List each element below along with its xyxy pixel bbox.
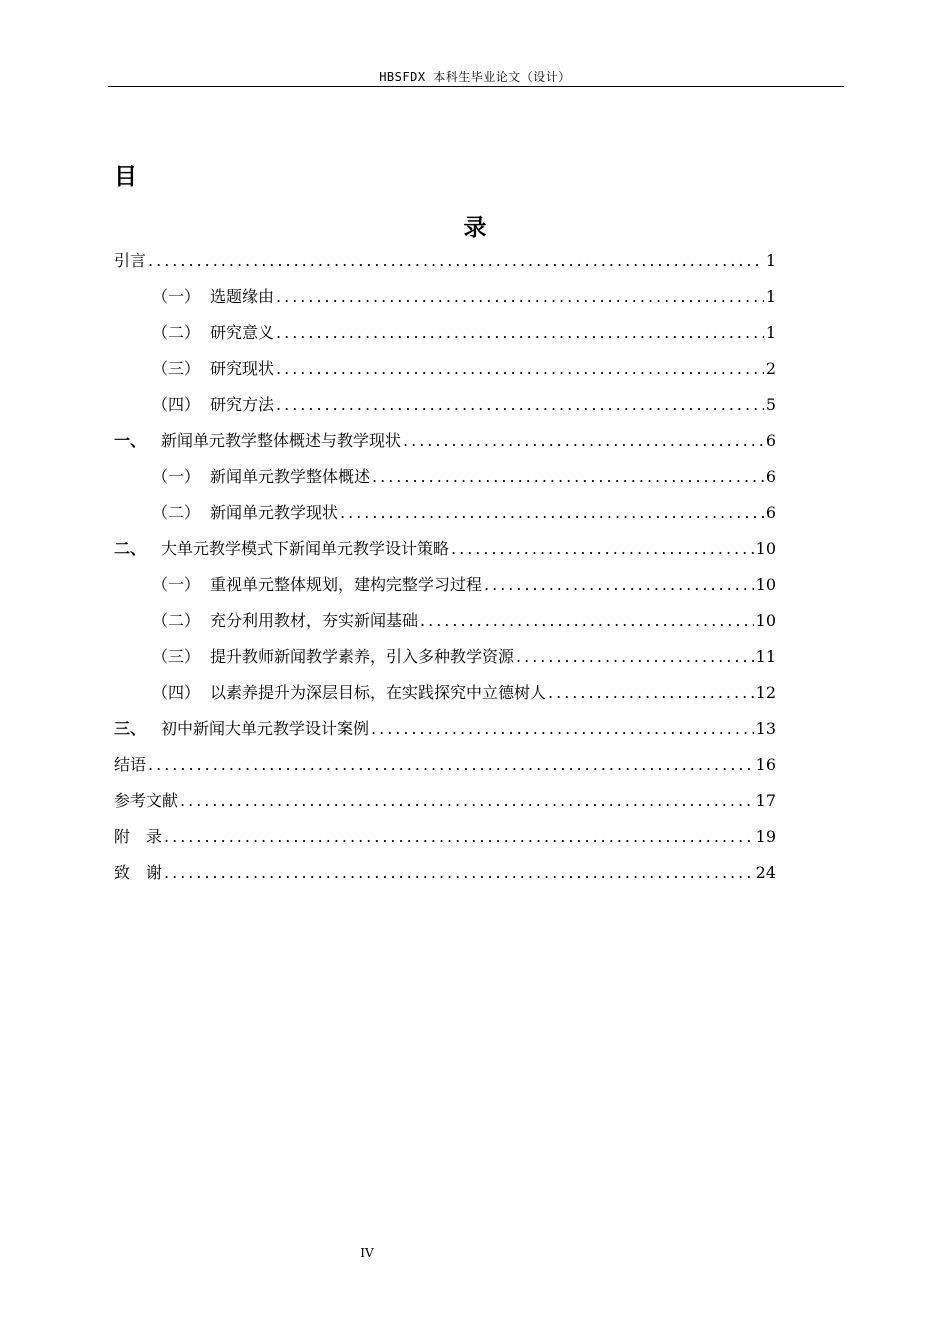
toc-entry-title: 结语	[114, 755, 147, 774]
toc-leader-dots	[276, 323, 764, 342]
toc-entry-title: 充分利用教材，夯实新闻基础	[210, 611, 419, 630]
toc-entry-page: 5	[765, 395, 776, 414]
toc-entry[interactable]	[114, 428, 776, 464]
toc-entry-title: 大单元教学模式下新闻单元教学设计策略	[161, 539, 450, 558]
toc-leader-dots	[548, 683, 754, 702]
toc-entry-title: 新闻单元教学整体概述与教学现状	[161, 431, 402, 450]
toc-entry[interactable]	[114, 608, 776, 644]
page-number: IV	[360, 1246, 374, 1260]
toc-entry-title: 研究现状	[210, 359, 275, 378]
toc-entry-number: （一）	[152, 287, 201, 306]
toc-entry-title: 选题缘由	[210, 287, 275, 306]
toc-entry-title: 新闻单元教学整体概述	[210, 467, 371, 486]
toc-leader-dots	[484, 575, 754, 594]
toc-leader-dots	[516, 647, 754, 666]
toc-entry[interactable]	[114, 320, 776, 356]
toc-title-part1: 目	[114, 164, 137, 190]
toc-entry-page: 17	[755, 791, 776, 810]
toc-entry-title: 初中新闻大单元教学设计案例	[161, 719, 370, 738]
toc-entry-number: （二）	[152, 611, 201, 630]
toc-entry-title: 研究方法	[210, 395, 275, 414]
toc-entry-number: （二）	[152, 323, 201, 342]
toc-entry-number: （四）	[152, 683, 201, 702]
toc-leader-dots	[451, 539, 754, 558]
toc-entry-page: 19	[755, 827, 776, 846]
toc-entry[interactable]	[114, 716, 776, 752]
toc-entry-title: 附 录	[114, 827, 163, 846]
toc-leader-dots	[148, 251, 764, 270]
toc-entry[interactable]	[114, 356, 776, 392]
toc-title-part2: 录	[463, 215, 487, 241]
toc-entry[interactable]	[114, 536, 776, 572]
toc-entry-page: 12	[755, 683, 776, 702]
toc-entry-number: （二）	[152, 503, 201, 522]
table-of-contents	[114, 248, 776, 896]
toc-entry[interactable]	[114, 284, 776, 320]
toc-entry-number: 三、	[114, 719, 147, 738]
toc-entry[interactable]	[114, 392, 776, 428]
toc-entry-title: 提升教师新闻教学素养，引入多种教学资源	[210, 647, 515, 666]
toc-leader-dots	[276, 359, 764, 378]
toc-leader-dots	[403, 431, 764, 450]
toc-entry[interactable]	[114, 248, 776, 284]
toc-entry-page: 1	[765, 323, 776, 342]
toc-leader-dots	[164, 827, 754, 846]
toc-entry[interactable]	[114, 680, 776, 716]
toc-entry-page: 11	[755, 647, 776, 666]
toc-entry-title: 参考文献	[114, 791, 179, 810]
page-header: HBSFDX 本科生毕业论文（设计）	[379, 70, 571, 84]
toc-entry[interactable]	[114, 572, 776, 608]
toc-leader-dots	[148, 755, 754, 774]
toc-leader-dots	[340, 503, 764, 522]
toc-entry-page: 10	[755, 539, 776, 558]
toc-entry-title: 新闻单元教学现状	[210, 503, 339, 522]
toc-entry-page: 6	[765, 431, 776, 450]
toc-leader-dots	[276, 287, 764, 306]
toc-leader-dots	[372, 467, 764, 486]
toc-entry-page: 16	[755, 755, 776, 774]
toc-entry-page: 2	[765, 359, 776, 378]
toc-entry-number: （三）	[152, 647, 201, 666]
toc-entry-number: （四）	[152, 395, 201, 414]
toc-entry[interactable]	[114, 500, 776, 536]
toc-entry-number: （一）	[152, 575, 201, 594]
toc-entry[interactable]	[114, 464, 776, 500]
toc-entry-number: 二、	[114, 539, 147, 558]
toc-entry-title: 重视单元整体规划，建构完整学习过程	[210, 575, 483, 594]
toc-leader-dots	[164, 863, 754, 882]
toc-entry-page: 6	[765, 503, 776, 522]
toc-entry[interactable]	[114, 752, 776, 788]
toc-entry[interactable]	[114, 788, 776, 824]
toc-entry-page: 13	[755, 719, 776, 738]
toc-entry-title: 以素养提升为深层目标，在实践探究中立德树人	[210, 683, 547, 702]
toc-entry-page: 24	[755, 863, 776, 882]
toc-entry[interactable]	[114, 644, 776, 680]
toc-leader-dots	[276, 395, 764, 414]
toc-entry-page: 6	[765, 467, 776, 486]
toc-entry-title: 研究意义	[210, 323, 275, 342]
toc-entry-number: （三）	[152, 359, 201, 378]
toc-entry-page: 1	[765, 287, 776, 306]
toc-entry-page: 10	[755, 575, 776, 594]
toc-entry-title: 致 谢	[114, 863, 163, 882]
toc-entry-title: 引言	[114, 251, 147, 270]
toc-leader-dots	[371, 719, 754, 738]
toc-entry-number: 一、	[114, 431, 147, 450]
toc-entry-page: 10	[755, 611, 776, 630]
toc-leader-dots	[180, 791, 754, 810]
toc-entry-page: 1	[765, 251, 776, 270]
toc-entry-number: （一）	[152, 467, 201, 486]
header-rule	[108, 86, 844, 87]
toc-entry[interactable]	[114, 824, 776, 860]
toc-entry[interactable]	[114, 860, 776, 896]
toc-leader-dots	[420, 611, 754, 630]
